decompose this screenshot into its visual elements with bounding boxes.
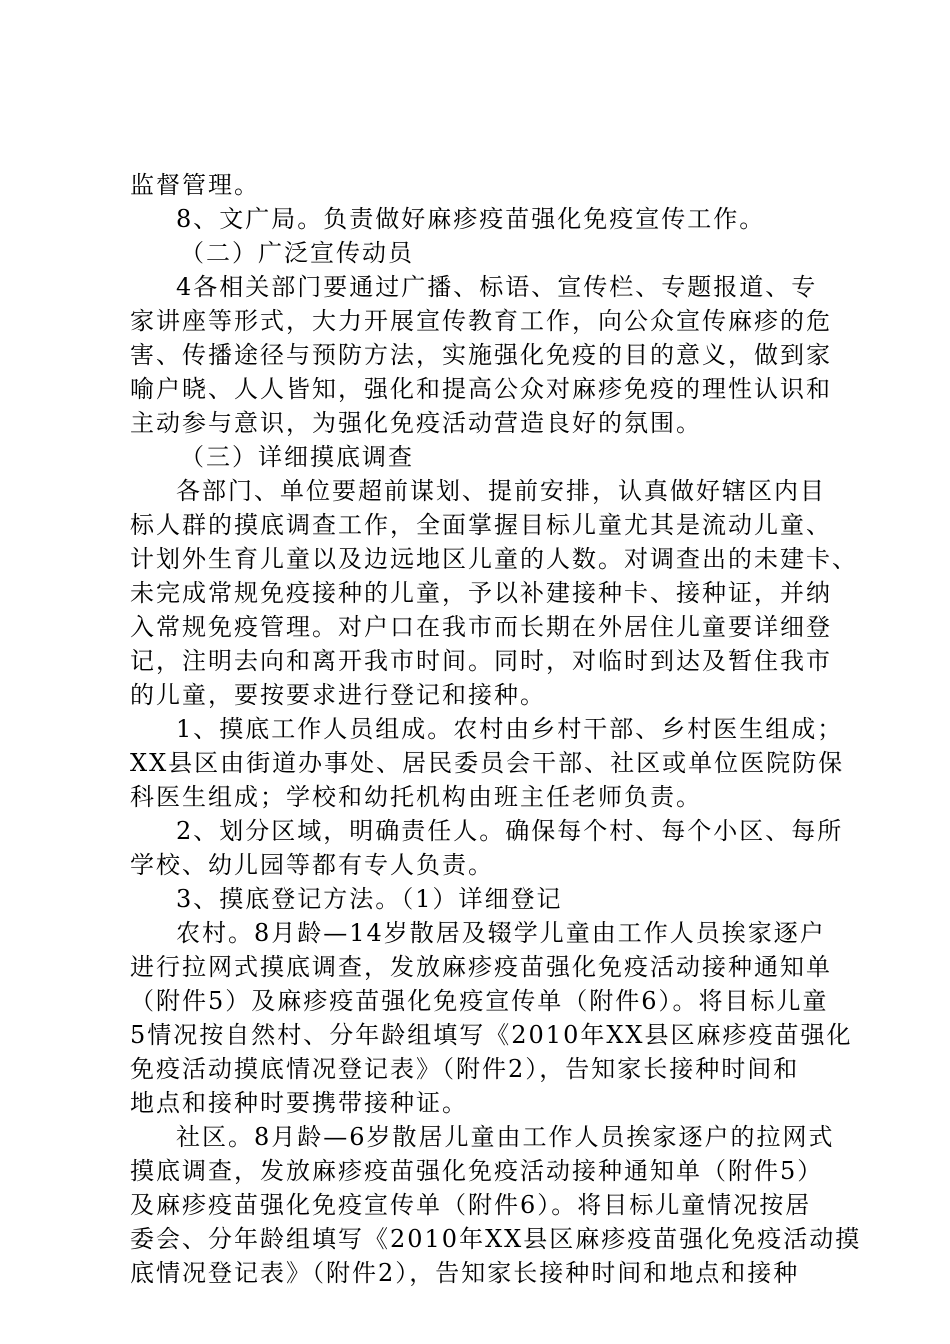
text-line: 4各相关部门要通过广播、标语、宣传栏、专题报道、专	[176, 273, 818, 301]
text-line: 记，注明去向和离开我市时间。同时，对临时到达及暂住我市	[130, 647, 832, 675]
text-line: 及麻疹疫苗强化免疫宣传单（附件6）。将目标儿童情况按居	[130, 1191, 812, 1219]
text-line: 监督管理。	[130, 171, 260, 199]
text-line: 委会、分年龄组填写《2010年XX县区麻疹疫苗强化免疫活动摸	[130, 1225, 862, 1253]
text-line: 各部门、单位要超前谋划、提前安排，认真做好辖区内目	[176, 477, 826, 505]
text-line: 摸底调查，发放麻疹疫苗强化免疫活动接种通知单（附件5）	[130, 1157, 824, 1185]
text-line: 农村。8月龄—14岁散居及辍学儿童由工作人员挨家逐户	[176, 919, 826, 947]
text-line: 地点和接种时要携带接种证。	[130, 1089, 468, 1117]
text-line: 喻户晓、人人皆知，强化和提高公众对麻疹免疫的理性认识和	[130, 375, 832, 403]
text-line: 2、划分区域，明确责任人。确保每个村、每个小区、每所	[176, 817, 844, 845]
document-body	[130, 168, 862, 1290]
text-line: 计划外生育儿童以及边远地区儿童的人数。对调查出的未建卡、	[130, 545, 858, 573]
text-line: （二）广泛宣传动员	[180, 239, 414, 267]
text-line: 3、摸底登记方法。（1）详细登记	[176, 885, 563, 913]
text-line: 学校、幼儿园等都有专人负责。	[130, 851, 494, 879]
text-line: 主动参与意识，为强化免疫活动营造良好的氛围。	[130, 409, 702, 437]
text-line: 害、传播途径与预防方法，实施强化免疫的目的意义，做到家	[130, 341, 832, 369]
text-line: 1、摸底工作人员组成。农村由乡村干部、乡村医生组成；	[176, 715, 844, 743]
text-line: 5情况按自然村、分年龄组填写《2010年XX县区麻疹疫苗强化	[130, 1021, 853, 1049]
text-line: 进行拉网式摸底调查，发放麻疹疫苗强化免疫活动接种通知单	[130, 953, 832, 981]
text-line: 的儿童，要按要求进行登记和接种。	[130, 681, 546, 709]
text-line: 入常规免疫管理。对户口在我市而长期在外居住儿童要详细登	[130, 613, 832, 641]
text-line: 家讲座等形式，大力开展宣传教育工作，向公众宣传麻疹的危	[130, 307, 832, 335]
text-line: （附件5）及麻疹疫苗强化免疫宣传单（附件6）。将目标儿童	[130, 987, 829, 1015]
text-line: 8、文广局。负责做好麻疹疫苗强化免疫宣传工作。	[176, 205, 766, 233]
text-line: 标人群的摸底调查工作，全面掌握目标儿童尤其是流动儿童、	[130, 511, 832, 539]
text-line: XX县区由街道办事处、居民委员会干部、社区或单位医院防保	[130, 749, 845, 777]
text-line: 未完成常规免疫接种的儿童，予以补建接种卡、接种证，并纳	[130, 579, 832, 607]
text-line: （三）详细摸底调查	[180, 443, 414, 471]
text-line: 底情况登记表》（附件2），告知家长接种时间和地点和接种	[130, 1259, 800, 1287]
text-line: 社区。8月龄—6岁散居儿童由工作人员挨家逐户的拉网式	[176, 1123, 835, 1151]
text-line: 免疫活动摸底情况登记表》（附件2），告知家长接种时间和	[130, 1055, 800, 1083]
text-line: 科医生组成；学校和幼托机构由班主任老师负责。	[130, 783, 702, 811]
